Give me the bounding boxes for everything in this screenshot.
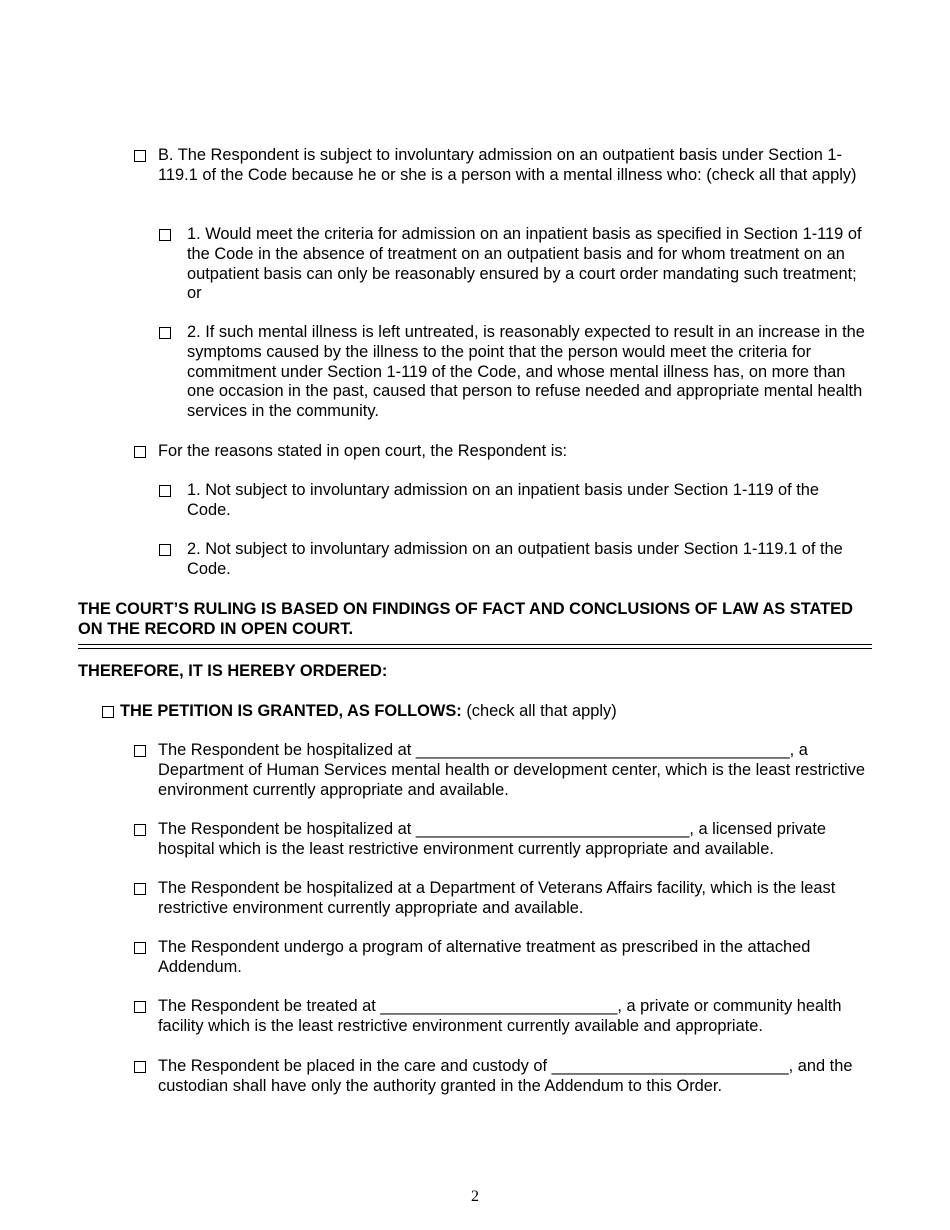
open-court-subitem-2 [159, 540, 866, 580]
order-text: The Respondent be hospitalized at ______________________________, a licensed private hospital which is the least restrictive environment currently appropriate and available. [158, 820, 827, 858]
section-b-subitem-2-text: 2. If such mental illness is left untreated, is reasonably expected to result in an increase in the symptoms caused by the illness to the point that the person would meet the criteria for commitment under Section 1-119 of the Code, and whose mental illness has, on more than one occasion in the past, caused that person to refuse needed and appropriate mental health services in the community. [187, 323, 865, 421]
section-b-subitem-1-text: 1. Would meet the criteria for admission on an inpatient basis as specified in Section 1-119 of the Code in the absence of treatment on an outpatient basis and for whom treatment on an outpatient basis can only be reasonably ensured by a court order mandating such treatment; or [187, 225, 862, 303]
order-item-dhs-center [134, 741, 866, 800]
order-item-veterans-affairs [134, 879, 866, 919]
order-text: The Respondent be treated at __________________________, a private or community health facility which is the least restrictive environment currently available and appropriate. [158, 997, 842, 1035]
ordered-heading: THEREFORE, IT IS HEREBY ORDERED: [78, 662, 388, 680]
section-b-subitem-1-checkbox[interactable] [159, 229, 171, 241]
order-checkbox[interactable] [134, 824, 146, 836]
petition-granted-item [102, 702, 862, 722]
petition-granted-note: (check all that apply) [461, 702, 617, 720]
section-b-subitem-2 [159, 323, 866, 422]
section-b-text: B. The Respondent is subject to involuntary admission on an outpatient basis under Section 1-119.1 of the Code because he or she is a person with a mental illness who: (check all that apply) [158, 146, 857, 184]
order-item-community-facility [134, 997, 866, 1037]
order-checkbox[interactable] [134, 942, 146, 954]
open-court-subitem-1-checkbox[interactable] [159, 485, 171, 497]
section-b-item [134, 146, 866, 186]
divider-rule-top [78, 644, 872, 645]
order-checkbox[interactable] [134, 1001, 146, 1013]
order-text: The Respondent undergo a program of alternative treatment as prescribed in the attached Addendum. [158, 938, 811, 976]
order-item-custody [134, 1057, 866, 1097]
open-court-subitem-1-text: 1. Not subject to involuntary admission on an inpatient basis under Section 1-119 of the Code. [187, 481, 820, 519]
order-text: The Respondent be hospitalized at a Department of Veterans Affairs facility, which is the least restrictive environment currently appropriate and available. [158, 879, 836, 917]
ruling-heading: THE COURT’S RULING IS BASED ON FINDINGS OF FACT AND CONCLUSIONS OF LAW AS STATED ON THE RECORD IN OPEN COURT. [78, 600, 853, 638]
order-item-private-hospital [134, 820, 866, 860]
order-checkbox[interactable] [134, 1061, 146, 1073]
petition-granted-label: THE PETITION IS GRANTED, AS FOLLOWS: [120, 702, 462, 720]
section-b-checkbox[interactable] [134, 150, 146, 162]
petition-granted-checkbox[interactable] [102, 706, 114, 718]
order-item-alternative-treatment [134, 938, 866, 978]
order-checkbox[interactable] [134, 883, 146, 895]
order-text: The Respondent be hospitalized at _________________________________________, a Department of Human Services mental health or development center, which is the least restrictive environment currently appropriate and available. [158, 741, 865, 799]
divider-rule-bottom [78, 648, 872, 649]
order-text: The Respondent be placed in the care and custody of __________________________, and the custodian shall have only the authority granted in the Addendum to this Order. [158, 1057, 853, 1095]
section-b-subitem-2-checkbox[interactable] [159, 327, 171, 339]
open-court-checkbox[interactable] [134, 446, 146, 458]
open-court-text: For the reasons stated in open court, the Respondent is: [158, 442, 568, 460]
open-court-subitem-2-checkbox[interactable] [159, 544, 171, 556]
order-checkbox[interactable] [134, 745, 146, 757]
open-court-subitem-2-text: 2. Not subject to involuntary admission on an outpatient basis under Section 1-119.1 of the Code. [187, 540, 843, 578]
open-court-item [134, 442, 866, 462]
page-number: 2 [471, 1188, 479, 1205]
section-b-subitem-1 [159, 225, 866, 304]
open-court-subitem-1 [159, 481, 866, 521]
